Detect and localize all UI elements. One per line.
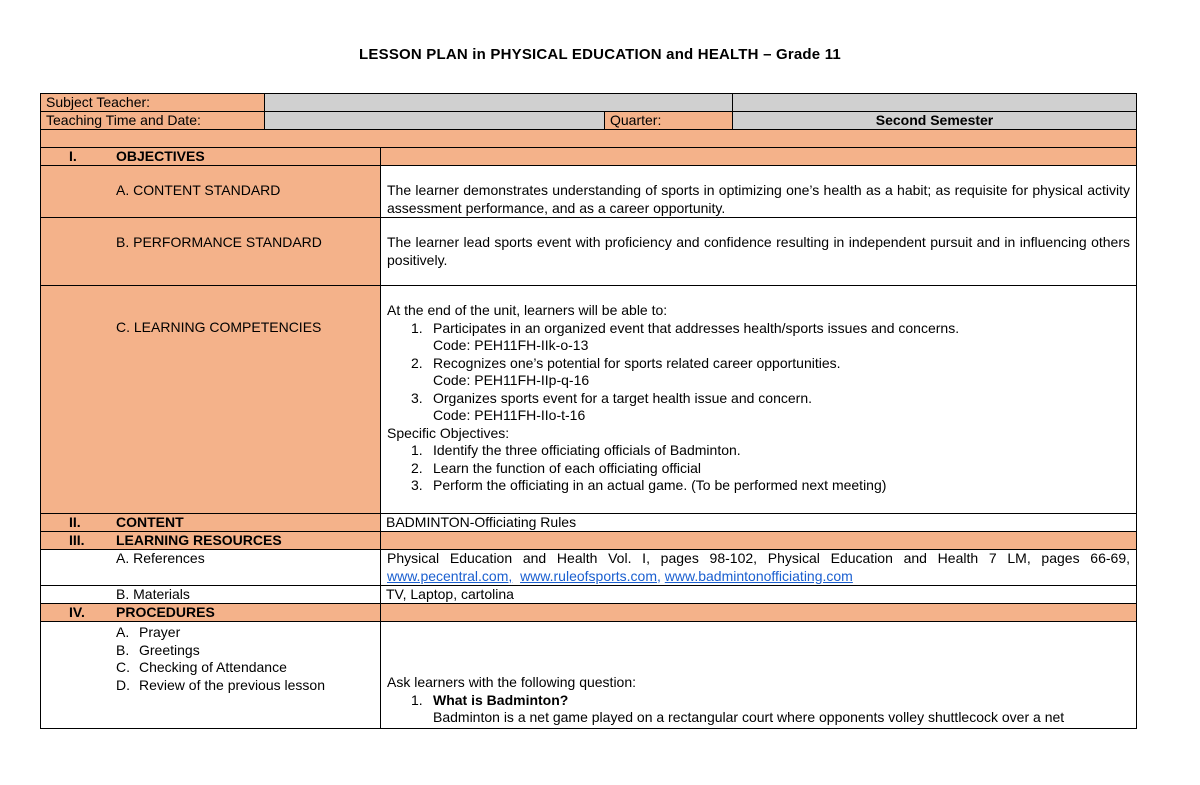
references-text-cell: [381, 550, 1137, 586]
quarter-value: Second Semester: [733, 112, 1137, 130]
objectives-label: OBJECTIVES: [116, 148, 205, 164]
competencies-list: [387, 320, 1130, 425]
specific-objectives-label: Specific Objectives:: [387, 424, 510, 441]
materials-value: TV, Laptop, cartolina: [381, 586, 1137, 604]
quarter-label: Quarter:: [605, 112, 733, 130]
learning-resources-header: [41, 532, 381, 550]
link-ruleofsports[interactable]: www.ruleofsports.com,: [520, 567, 661, 584]
materials-label: B. Materials: [116, 586, 190, 602]
procedure-items-cell: [41, 622, 381, 729]
references-label-cell: [41, 550, 381, 586]
subject-teacher-extra: [733, 94, 1137, 112]
competencies-intro: At the end of the unit, learners will be able to:: [387, 302, 668, 318]
objectives-header: [41, 148, 381, 166]
learning-resources-value: [381, 532, 1137, 550]
learning-competencies-label-cell: [41, 286, 381, 514]
learning-competencies-cell: [381, 286, 1137, 514]
content-label: CONTENT: [116, 514, 184, 530]
review-question: What is Badminton?: [433, 691, 569, 708]
list-item: B. Greetings: [116, 641, 200, 658]
teaching-time-label: Teaching Time and Date:: [41, 112, 265, 130]
objectives-value: [381, 148, 1137, 166]
content-standard-text: The learner demonstrates understanding of sports in optimizing one’s health as a habit; as requisite for physical activity assessment performance, and as a career opportunity.: [387, 182, 1130, 216]
lesson-plan-table: [40, 93, 1137, 729]
list-item: 3. Organizes sports event for a target health issue and concern. Code: PEH11FH-IIo-t-16: [411, 389, 812, 423]
learning-resources-label: LEARNING RESOURCES: [116, 532, 282, 548]
procedures-num: IV.: [69, 604, 85, 620]
performance-standard-label-cell: [41, 218, 381, 286]
learning-resources-num: III.: [69, 532, 85, 548]
content-num: II.: [69, 514, 81, 530]
list-item: A. Prayer: [116, 624, 181, 640]
learning-competencies-label: C. LEARNING COMPETENCIES: [116, 319, 322, 335]
review-answer: Badminton is a net game played on a rectangular court where opponents volley shuttlecock over a net: [433, 709, 1065, 725]
materials-label-cell: [41, 586, 381, 604]
review-prompt: Ask learners with the following question:: [387, 674, 637, 690]
performance-standard-text: The learner lead sports event with proficiency and confidence resulting in independent pursuit and in influencing others positively.: [387, 234, 1130, 268]
performance-standard-text-cell: [381, 218, 1137, 286]
procedures-header: [41, 604, 381, 622]
review-question-num: 1.: [411, 691, 423, 708]
list-item: C. Checking of Attendance: [116, 659, 287, 675]
subject-teacher-value[interactable]: [265, 94, 733, 112]
references-text: Physical Education and Health Vol. I, pages 98-102, Physical Education and Health 7 LM, pages 66-69, www.pecentral.com, www.ruleofsports.com, www.badmintonofficiating.com: [387, 550, 1130, 584]
list-item: D. Review of the previous lesson: [116, 676, 325, 693]
link-badmintonofficiating[interactable]: www.badmintonofficiating.com: [664, 567, 853, 584]
content-header: [41, 514, 381, 532]
subject-teacher-label: Subject Teacher:: [41, 94, 265, 112]
content-standard-label: A. CONTENT STANDARD: [116, 182, 281, 198]
objectives-num: I.: [69, 148, 77, 164]
performance-standard-label: B. PERFORMANCE STANDARD: [116, 234, 322, 250]
list-item: 3. Perform the officiating in an actual game. (To be performed next meeting): [411, 477, 887, 493]
review-cell: [381, 622, 1137, 729]
content-value: BADMINTON-Officiating Rules: [381, 514, 1137, 532]
list-item: 2. Recognizes one’s potential for sports related career opportunities. Code: PEH11FH-IIp-q-16: [411, 354, 841, 388]
procedures-value: [381, 604, 1137, 622]
specific-objectives-list: [387, 442, 1130, 495]
procedures-label: PROCEDURES: [116, 604, 215, 620]
content-standard-label-cell: [41, 166, 381, 218]
review-question-row: [387, 692, 1130, 710]
list-item: 1. Participates in an organized event that addresses health/sports issues and concerns. Code: PEH11FH-IIk-o-13: [411, 319, 960, 353]
content-standard-text-cell: [381, 166, 1137, 218]
list-item: 1. Identify the three officiating officials of Badminton.: [411, 442, 741, 458]
procedure-list: [116, 624, 325, 694]
link-pecentral[interactable]: www.pecentral.com,: [387, 567, 513, 584]
list-item: 2. Learn the function of each officiating official: [411, 459, 701, 476]
references-label: A. References: [116, 550, 205, 566]
teaching-time-value[interactable]: [265, 112, 605, 130]
spacer-row: [41, 130, 1137, 148]
page-title: LESSON PLAN in PHYSICAL EDUCATION and HEALTH – Grade 11: [359, 46, 841, 63]
